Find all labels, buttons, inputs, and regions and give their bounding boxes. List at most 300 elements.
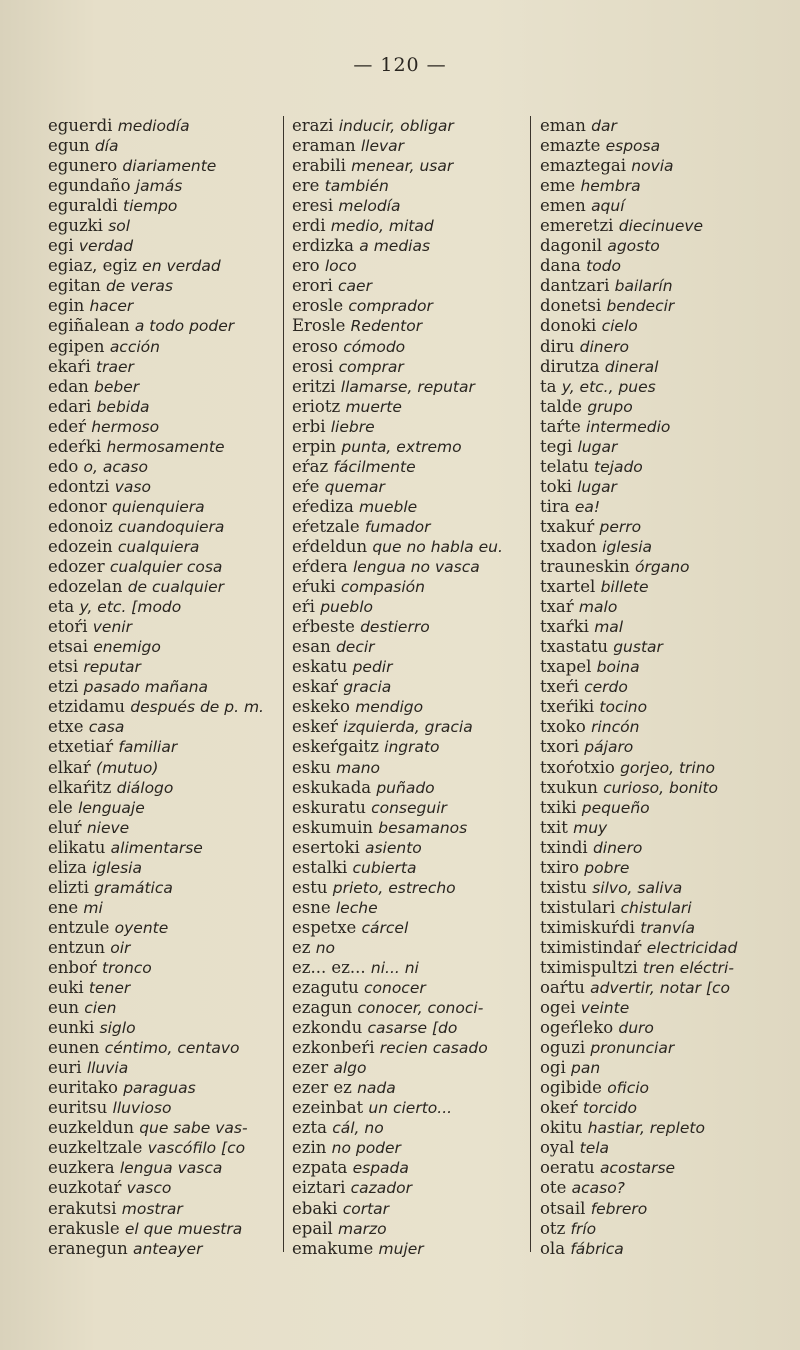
entry-headword: tximistindaŕ (540, 937, 642, 957)
dictionary-entry (48, 337, 276, 357)
entry-headword: ezeinbat (292, 1098, 364, 1118)
entry-translation: curioso, bonito (603, 778, 719, 797)
entry-translation: verdad (78, 237, 134, 256)
dictionary-entry (48, 878, 276, 898)
entry-translation: gramática (94, 878, 173, 897)
dictionary-entry (540, 236, 780, 256)
entry-headword: egiñalean (48, 316, 130, 336)
entry-headword: ero (292, 256, 320, 276)
dictionary-entry (48, 1178, 276, 1198)
entry-translation: llevar (360, 137, 405, 156)
entry-headword: euki (48, 978, 84, 998)
entry-translation: electricidad (646, 938, 738, 957)
entry-headword: eman (540, 116, 586, 135)
entry-translation: recien casado (379, 1039, 488, 1058)
dictionary-entry (48, 617, 276, 637)
entry-headword: ekaŕi (48, 356, 91, 376)
dictionary-entry (48, 1219, 276, 1239)
entry-headword: eguraldi (48, 196, 118, 216)
dictionary-entry (540, 1138, 780, 1158)
entry-translation: anteayer (132, 1239, 203, 1258)
entry-translation: izquierda, gracia (343, 718, 473, 737)
entry-headword: eta (48, 597, 75, 617)
dictionary-entry (48, 697, 276, 717)
entry-translation: céntimo, centavo (104, 1039, 240, 1058)
entry-translation: chistulari (620, 898, 692, 917)
entry-translation: ni... ni (370, 958, 419, 977)
entry-headword: egunero (48, 156, 118, 176)
entry-translation: casa (88, 718, 125, 737)
entry-translation: el que muestra (124, 1219, 243, 1238)
column-3 (540, 116, 780, 1259)
entry-translation: tiempo (123, 197, 178, 216)
dictionary-entry (48, 1118, 276, 1138)
entry-headword: txistulari (540, 897, 616, 917)
dictionary-entry (540, 737, 780, 757)
entry-translation: gracia (343, 678, 392, 697)
entry-headword: emen (540, 196, 586, 216)
dictionary-entry (540, 597, 780, 617)
entry-headword: etsi (48, 657, 79, 677)
entry-headword: eskukada (292, 777, 372, 797)
entry-translation: casarse [do (367, 1019, 458, 1038)
entry-headword: dana (540, 256, 581, 276)
entry-headword: ta (540, 376, 557, 396)
entry-headword: eranegun (48, 1238, 128, 1258)
dictionary-entry (48, 216, 276, 236)
dictionary-entry (540, 878, 780, 898)
entry-translation: intermedio (586, 417, 671, 436)
entry-translation: dinero (592, 838, 643, 857)
entry-headword: euzkera (48, 1158, 115, 1178)
dictionary-entry (292, 1178, 524, 1198)
entry-translation: decir (335, 638, 375, 657)
entry-headword: edonoiz (48, 516, 113, 536)
entry-translation: no poder (331, 1139, 401, 1158)
entry-translation: lluvioso (112, 1099, 172, 1118)
entry-translation: y, etc. [modo (79, 598, 182, 617)
dictionary-entry (48, 1138, 276, 1158)
dictionary-entry (540, 717, 780, 737)
dictionary-entry (540, 938, 780, 958)
entry-translation: silvo, saliva (592, 878, 683, 897)
entry-translation: pedir (352, 658, 393, 677)
entry-headword: edeŕki (48, 436, 102, 456)
entry-translation: lengua vasca (119, 1159, 223, 1178)
entry-translation: medio, mitad (330, 217, 434, 236)
dictionary-entry (292, 998, 524, 1018)
entry-headword: oeratu (540, 1158, 595, 1178)
dictionary-entry (48, 758, 276, 778)
entry-translation: advertir, notar [co (590, 979, 731, 998)
entry-headword: txakuŕ (540, 516, 595, 536)
entry-translation: malo (578, 598, 618, 617)
entry-translation: reputar (83, 658, 141, 677)
dictionary-entry (292, 437, 524, 457)
entry-headword: erakutsi (48, 1198, 117, 1218)
dictionary-entry (540, 1018, 780, 1038)
entry-translation: que no habla eu. (372, 537, 503, 556)
entry-headword: ez... ez... (292, 957, 366, 977)
dictionary-entry (292, 1038, 524, 1058)
entry-translation: compasión (340, 578, 425, 597)
dictionary-entry (540, 1038, 780, 1058)
entry-headword: etzidamu (48, 697, 126, 717)
entry-headword: txori (540, 737, 580, 757)
entry-headword: entzule (48, 917, 110, 937)
entry-headword: txaŕki (540, 617, 589, 637)
entry-translation: pronunciar (590, 1039, 675, 1058)
dictionary-entry (292, 898, 524, 918)
entry-headword: euzkotaŕ (48, 1178, 122, 1198)
entry-translation: besamanos (378, 818, 468, 837)
entry-headword: txartel (540, 577, 596, 597)
entry-headword: emakume (292, 1238, 374, 1258)
dictionary-entry (48, 176, 276, 196)
entry-translation: tela (579, 1139, 610, 1158)
dictionary-entry (292, 1239, 524, 1259)
entry-headword: eguerdi (48, 116, 113, 135)
entry-translation: iglesia (92, 858, 142, 877)
dictionary-entry (48, 316, 276, 336)
entry-translation: fábrica (570, 1239, 624, 1258)
entry-translation: que sabe vas- (139, 1119, 248, 1138)
entry-headword: txiki (540, 797, 577, 817)
entry-translation: cuandoquiera (118, 517, 225, 536)
entry-headword: txadon (540, 536, 597, 556)
dictionary-entry (292, 918, 524, 938)
dictionary-entry (292, 617, 524, 637)
column-1 (48, 116, 276, 1259)
entry-headword: erori (292, 276, 333, 296)
dictionary-entry (48, 858, 276, 878)
dictionary-entry (540, 1178, 780, 1198)
dictionary-entry (48, 156, 276, 176)
dictionary-entry (540, 337, 780, 357)
entry-headword: tegi (540, 436, 573, 456)
entry-headword: egi (48, 236, 74, 256)
dictionary-entry (48, 1199, 276, 1219)
entry-headword: eŕetzale (292, 516, 360, 536)
entry-translation: fumador (364, 517, 431, 536)
entry-translation: mendigo (355, 698, 424, 717)
entry-headword: eskatu (292, 657, 348, 677)
entry-translation: en verdad (142, 257, 221, 276)
entry-headword: ola (540, 1238, 566, 1258)
entry-translation: conocer (364, 979, 426, 998)
entry-translation: tranvía (640, 918, 695, 937)
entry-translation: bebida (96, 397, 150, 416)
entry-headword: ezer ez (292, 1078, 352, 1098)
entry-translation: mueble (359, 497, 418, 516)
dictionary-entry (292, 377, 524, 397)
entry-translation: gustar (613, 638, 663, 657)
entry-headword: eroso (292, 336, 338, 356)
dictionary-entry (540, 256, 780, 276)
entry-headword: edari (48, 396, 92, 416)
entry-headword: egipen (48, 336, 105, 356)
entry-headword: edan (48, 376, 89, 396)
entry-translation: dineral (604, 357, 659, 376)
dictionary-entry (292, 256, 524, 276)
entry-translation: cómodo (343, 337, 406, 356)
entry-translation: cielo (601, 317, 638, 336)
dictionary-entry (540, 557, 780, 577)
dictionary-entry (540, 497, 780, 517)
entry-headword: etzi (48, 677, 79, 697)
dictionary-entry (292, 116, 524, 136)
entry-translation: espada (352, 1159, 409, 1178)
entry-headword: ezer (292, 1058, 329, 1078)
entry-headword: eskeŕ (292, 717, 338, 737)
entry-translation: algo (333, 1059, 367, 1078)
dictionary-entry (292, 417, 524, 437)
entry-headword: eskeŕgaitz (292, 737, 379, 757)
dictionary-entry (292, 196, 524, 216)
entry-translation: punta, extremo (341, 437, 462, 456)
entry-translation: vaso (114, 477, 151, 496)
entry-translation: vascófilo [co (147, 1139, 246, 1158)
entry-translation: dar (591, 117, 617, 135)
entry-translation: tener (88, 979, 131, 998)
entry-headword: eunen (48, 1038, 100, 1058)
entry-translation: melodía (338, 197, 401, 216)
entry-headword: emazte (540, 136, 601, 156)
dictionary-entry (48, 1158, 276, 1178)
dictionary-entry (292, 457, 524, 477)
dictionary-entry (48, 978, 276, 998)
entry-headword: emaztegai (540, 156, 627, 176)
dictionary-entry (48, 998, 276, 1018)
entry-translation: un cierto... (368, 1099, 453, 1118)
dictionary-entry (292, 758, 524, 778)
dictionary-entry (48, 778, 276, 798)
entry-headword: txeŕiki (540, 697, 595, 717)
dictionary-entry (540, 978, 780, 998)
entry-headword: etxetiaŕ (48, 737, 114, 757)
entry-translation: novia (631, 157, 674, 176)
entry-headword: eguzki (48, 216, 103, 236)
entry-headword: eme (540, 176, 576, 196)
entry-headword: oyal (540, 1138, 575, 1158)
entry-headword: etoŕi (48, 617, 88, 637)
entry-headword: tximispultzi (540, 957, 638, 977)
dictionary-entry (292, 838, 524, 858)
entry-translation: mano (336, 758, 381, 777)
entry-translation: traer (96, 357, 134, 376)
dictionary-entry (540, 316, 780, 336)
entry-translation: mal (594, 618, 624, 637)
entry-headword: estalki (292, 857, 348, 877)
dictionary-entry (48, 938, 276, 958)
entry-headword: ezin (292, 1138, 327, 1158)
entry-headword: ere (292, 176, 320, 196)
entry-headword: eresi (292, 196, 334, 216)
entry-headword: txindi (540, 837, 588, 857)
dictionary-entry (292, 1098, 524, 1118)
entry-translation: nieve (86, 818, 130, 837)
dictionary-entry (540, 116, 780, 136)
entry-headword: txeŕi (540, 677, 579, 697)
dictionary-entry (540, 577, 780, 597)
entry-translation: caer (338, 277, 372, 296)
entry-translation: cazador (350, 1179, 412, 1198)
dictionary-entry (292, 337, 524, 357)
entry-translation: cárcel (361, 918, 409, 937)
dictionary-entry (48, 717, 276, 737)
dictionary-entry (540, 697, 780, 717)
entry-headword: esertoki (292, 837, 360, 857)
dictionary-entry (48, 677, 276, 697)
entry-translation: dinero (579, 337, 629, 356)
entry-headword: esku (292, 757, 331, 777)
entry-translation: bailarín (614, 277, 673, 296)
entry-headword: txiro (540, 857, 580, 877)
entry-translation: hermoso (91, 417, 160, 436)
entry-headword: euri (48, 1058, 82, 1078)
dictionary-entry (292, 597, 524, 617)
entry-headword: eŕediza (292, 496, 354, 516)
entry-headword: erakusle (48, 1218, 120, 1238)
dictionary-entry (48, 256, 276, 276)
entry-headword: eiztari (292, 1178, 346, 1198)
entry-translation: rincón (591, 718, 640, 737)
entry-translation: cien (84, 999, 117, 1018)
dictionary-entry (48, 437, 276, 457)
entry-headword: eun (48, 998, 80, 1018)
dictionary-entry (540, 216, 780, 236)
dictionary-entry (48, 577, 276, 597)
entry-translation: lengua no vasca (352, 558, 480, 577)
dictionary-entry (48, 798, 276, 818)
entry-translation: mujer (378, 1239, 424, 1258)
entry-translation: tren eléctri- (642, 958, 734, 977)
entry-headword: ezpata (292, 1158, 348, 1178)
dictionary-entry (48, 296, 276, 316)
dictionary-entry (540, 537, 780, 557)
column-2 (292, 116, 524, 1259)
dictionary-entry (540, 517, 780, 537)
dictionary-entry (540, 858, 780, 878)
entry-headword: txoŕotxio (540, 757, 615, 777)
dictionary-entry (540, 1158, 780, 1178)
entry-translation: tocino (599, 698, 648, 717)
entry-translation: gorjeo, trino (620, 758, 716, 777)
entry-headword: enboŕ (48, 957, 97, 977)
entry-headword: ogi (540, 1058, 566, 1078)
entry-headword: edozein (48, 536, 113, 556)
entry-translation: loco (324, 257, 357, 276)
dictionary-entry (540, 457, 780, 477)
dictionary-entry (540, 1219, 780, 1239)
entry-headword: eŕaz (292, 456, 329, 476)
entry-translation: diariamente (122, 157, 217, 176)
dictionary-entry (48, 1038, 276, 1058)
dictionary-entry (540, 898, 780, 918)
dictionary-entry (292, 1018, 524, 1038)
entry-headword: eskaŕ (292, 677, 338, 697)
dictionary-entry (48, 557, 276, 577)
entry-headword: ote (540, 1178, 567, 1198)
entry-translation: diecinueve (618, 217, 704, 236)
dictionary-entry (540, 1058, 780, 1078)
entry-translation: pájaro (584, 738, 634, 757)
entry-headword: erpin (292, 436, 337, 456)
entry-translation: llamarse, reputar (340, 377, 475, 396)
entry-headword: toki (540, 476, 572, 496)
dictionary-entry (292, 778, 524, 798)
entry-headword: donoki (540, 316, 597, 336)
entry-translation: oyente (114, 918, 169, 937)
entry-translation: a todo poder (134, 317, 235, 336)
dictionary-entry (48, 357, 276, 377)
entry-headword: eskeko (292, 697, 350, 717)
entry-translation: lugar (577, 477, 617, 496)
dictionary-entry (292, 176, 524, 196)
dictionary-entry (292, 858, 524, 878)
entry-translation: comprar (338, 357, 404, 376)
entry-headword: edozer (48, 557, 105, 577)
dictionary-entry (292, 497, 524, 517)
entry-translation: o, acaso (83, 457, 148, 476)
dictionary-entry (292, 878, 524, 898)
dictionary-entry (48, 517, 276, 537)
dictionary-entry (292, 717, 524, 737)
dictionary-entry (540, 276, 780, 296)
dictionary-entry (292, 978, 524, 998)
entry-translation: asiento (364, 838, 422, 857)
entry-translation: pequeño (581, 798, 650, 817)
entry-headword: esne (292, 897, 331, 917)
dictionary-entry (292, 357, 524, 377)
entry-headword: eŕe (292, 476, 320, 496)
dictionary-entry (292, 798, 524, 818)
entry-translation: pobre (584, 858, 630, 877)
dictionary-entry (48, 657, 276, 677)
entry-headword: eraman (292, 136, 356, 156)
entry-headword: Erosle (292, 316, 346, 336)
dictionary-entry (540, 818, 780, 838)
entry-translation: conseguir (371, 798, 447, 817)
entry-translation: ingrato (384, 738, 440, 757)
dictionary-entry (48, 417, 276, 437)
dictionary-entry (48, 477, 276, 497)
dictionary-entry (292, 637, 524, 657)
dictionary-entry (292, 737, 524, 757)
entry-translation: cualquier cosa (109, 558, 223, 577)
entry-headword: egin (48, 296, 85, 316)
entry-translation: hembra (580, 177, 641, 196)
entry-headword: egitan (48, 276, 101, 296)
entry-translation: pueblo (320, 598, 374, 617)
entry-headword: oaŕtu (540, 978, 585, 998)
entry-headword: otz (540, 1218, 566, 1238)
entry-translation: Redentor (350, 317, 423, 336)
entry-translation: oir (110, 938, 131, 957)
dictionary-entry (48, 116, 276, 136)
dictionary-entry (292, 1219, 524, 1239)
entry-translation: diálogo (116, 778, 174, 797)
entry-headword: eluŕ (48, 817, 82, 837)
entry-translation: lenguaje (78, 798, 145, 817)
entry-translation: a medias (359, 237, 431, 256)
entry-translation: conocer, conoci- (357, 999, 484, 1018)
dictionary-entry (48, 377, 276, 397)
entry-headword: eriotz (292, 396, 341, 416)
dictionary-entry (48, 1078, 276, 1098)
entry-headword: esan (292, 637, 331, 657)
entry-translation: prieto, estrecho (332, 878, 456, 897)
